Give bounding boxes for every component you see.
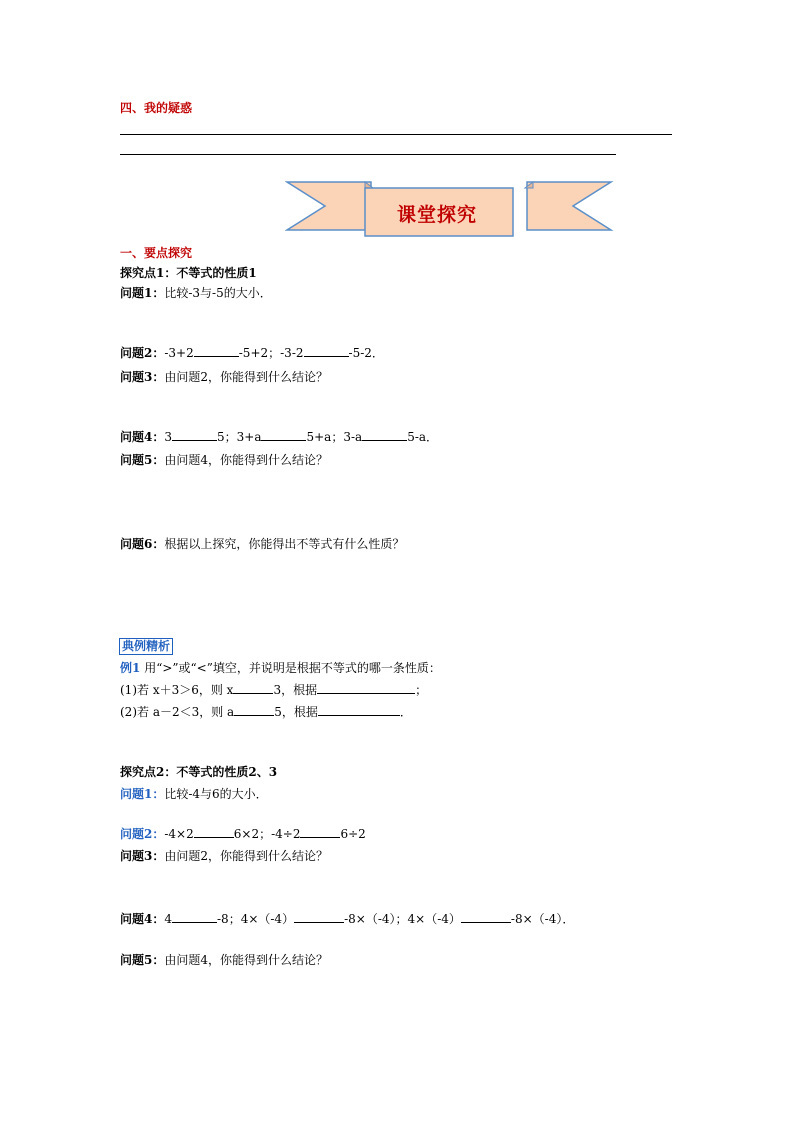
answer-line-2 bbox=[120, 154, 616, 155]
q-label: 问题1： bbox=[120, 286, 165, 300]
q-text: 5+a；3-a bbox=[306, 430, 363, 444]
example-item-1 bbox=[120, 682, 427, 698]
part1-heading: 一、要点探究 bbox=[120, 246, 193, 260]
item-text: ． bbox=[399, 705, 412, 719]
item-text: 3，根据 bbox=[273, 683, 318, 697]
point2-title: 探究点2：不等式的性质2、3 bbox=[120, 765, 278, 779]
q-label: 问题2： bbox=[120, 346, 165, 360]
p2-question-3 bbox=[120, 848, 328, 864]
q-text: 3 bbox=[164, 430, 172, 444]
q-text: 5-a． bbox=[407, 430, 439, 444]
point1-title: 探究点1：不等式的性质1 bbox=[120, 266, 257, 280]
blank[interactable] bbox=[261, 429, 306, 441]
item-text: ； bbox=[415, 683, 428, 697]
p1-question-2 bbox=[120, 345, 384, 361]
q-text: 由问题2，你能得到什么结论？ bbox=[164, 370, 328, 384]
q-label: 问题5： bbox=[120, 453, 165, 467]
p1-question-5 bbox=[120, 452, 328, 468]
q-label: 问题3： bbox=[120, 849, 165, 863]
blank[interactable] bbox=[304, 345, 349, 357]
example-label: 例1 bbox=[120, 661, 141, 675]
p2-question-4 bbox=[120, 911, 574, 927]
blank[interactable] bbox=[194, 826, 234, 838]
q-text: 由问题2，你能得到什么结论？ bbox=[164, 849, 328, 863]
q-label: 问题6： bbox=[120, 537, 165, 551]
item-text: 5，根据 bbox=[274, 705, 318, 719]
q-label: 问题4： bbox=[120, 912, 165, 926]
item-text: (2)若 a－2＜3，则 a bbox=[120, 705, 235, 719]
q-label: 问题2： bbox=[120, 827, 165, 841]
p1-question-6 bbox=[120, 536, 404, 552]
blank[interactable] bbox=[233, 682, 273, 694]
banner-title: 课堂探究 bbox=[396, 204, 477, 226]
section4-heading: 四、我的疑惑 bbox=[120, 101, 193, 115]
p1-question-3 bbox=[120, 369, 328, 385]
q-text: -5+2；-3-2 bbox=[238, 346, 304, 360]
example-prompt bbox=[120, 660, 441, 676]
q-text: -3+2 bbox=[164, 346, 194, 360]
blank[interactable] bbox=[362, 429, 407, 441]
q-label: 问题1： bbox=[120, 787, 165, 801]
q-text: 由问题4，你能得到什么结论？ bbox=[164, 953, 328, 967]
q-text: -4×2 bbox=[164, 827, 194, 841]
q-text: -5-2． bbox=[348, 346, 384, 360]
blank[interactable] bbox=[317, 682, 415, 694]
blank[interactable] bbox=[294, 911, 344, 923]
p2-question-2 bbox=[120, 826, 366, 842]
blank[interactable] bbox=[318, 704, 400, 716]
blank[interactable] bbox=[300, 826, 340, 838]
blank[interactable] bbox=[172, 429, 217, 441]
q-text: 根据以上探究，你能得出不等式有什么性质？ bbox=[164, 537, 405, 551]
q-text: 由问题4，你能得到什么结论？ bbox=[164, 453, 328, 467]
q-text: -8×（-4）． bbox=[510, 912, 575, 926]
q-text: 6×2；-4÷2 bbox=[233, 827, 301, 841]
q-text: 比较-3与-5的大小． bbox=[164, 286, 272, 300]
item-text: (1)若 x＋3＞6，则 x bbox=[120, 683, 234, 697]
q-text: -8×（-4）；4×（-4） bbox=[344, 912, 461, 926]
p2-question-1 bbox=[120, 786, 268, 802]
answer-line-1 bbox=[120, 134, 672, 135]
blank[interactable] bbox=[194, 345, 239, 357]
blank[interactable] bbox=[234, 704, 274, 716]
p2-question-5 bbox=[120, 952, 328, 968]
example-tag: 典例精析 bbox=[119, 638, 173, 655]
q-text: 4 bbox=[164, 912, 172, 926]
p1-question-1 bbox=[120, 285, 272, 301]
q-label: 问题3： bbox=[120, 370, 165, 384]
example-text: 用“>”或“<”填空，并说明是根据不等式的哪一条性质： bbox=[144, 661, 441, 675]
q-label: 问题5： bbox=[120, 953, 165, 967]
example-item-2 bbox=[120, 704, 412, 720]
p1-question-4 bbox=[120, 429, 438, 445]
q-label: 问题4： bbox=[120, 430, 165, 444]
q-text: 5；3+a bbox=[217, 430, 262, 444]
q-text: -8；4×（-4） bbox=[217, 912, 295, 926]
q-text: 6÷2 bbox=[340, 827, 366, 841]
blank[interactable] bbox=[461, 911, 511, 923]
q-text: 比较-4与6的大小． bbox=[164, 787, 268, 801]
blank[interactable] bbox=[172, 911, 217, 923]
